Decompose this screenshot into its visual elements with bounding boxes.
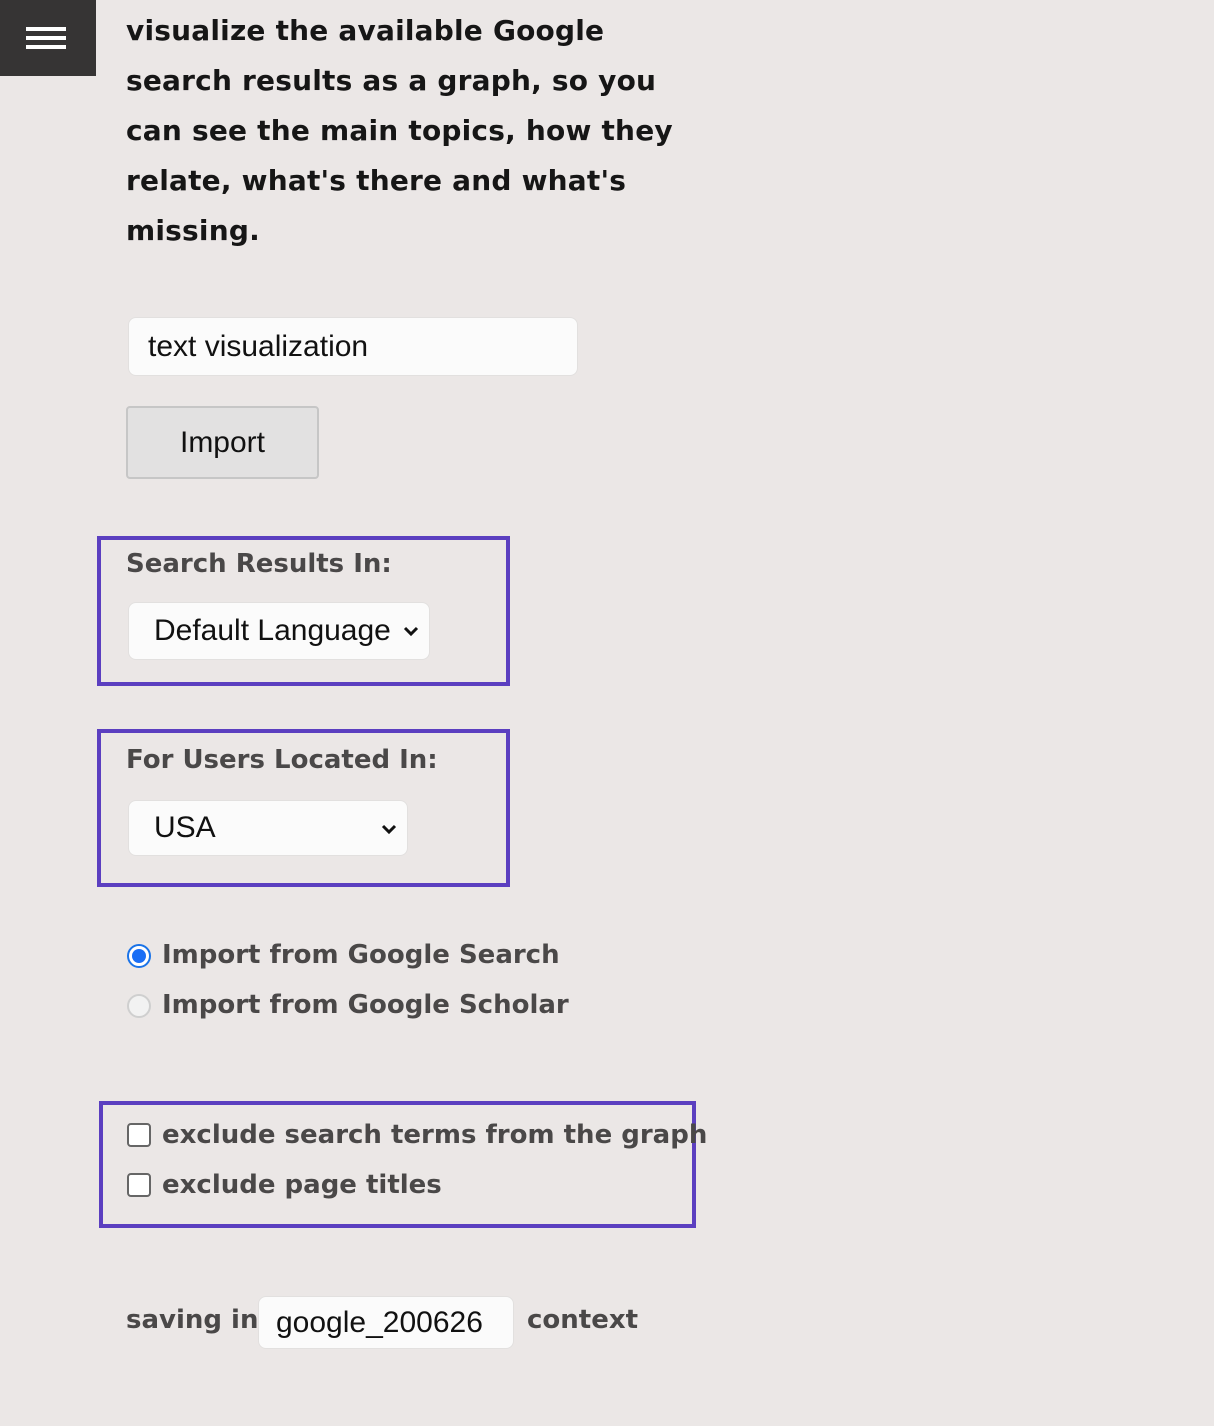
radio-google-scholar[interactable]: [127, 994, 151, 1018]
description-line: can see the main topics, how they: [126, 114, 673, 147]
description-line: missing.: [126, 214, 260, 247]
description-line: visualize the available Google: [126, 14, 605, 47]
hamburger-menu-icon-bar: [26, 36, 66, 40]
exclude-page-titles-label[interactable]: exclude page titles: [162, 1170, 442, 1200]
exclude-search-terms-label[interactable]: exclude search terms from the graph: [162, 1120, 708, 1150]
language-select[interactable]: [128, 602, 430, 660]
import-button[interactable]: Import: [126, 406, 319, 479]
language-label: Search Results In:: [126, 549, 392, 579]
saving-suffix: context: [527, 1305, 639, 1335]
hamburger-menu-icon: [26, 27, 66, 31]
radio-google-search[interactable]: [127, 944, 151, 968]
description-line: search results as a graph, so you: [126, 64, 657, 97]
radio-google-scholar-label[interactable]: Import from Google Scholar: [162, 990, 569, 1020]
search-query-input[interactable]: text visualization: [128, 317, 578, 376]
location-label: For Users Located In:: [126, 745, 438, 775]
menu-button[interactable]: [0, 0, 96, 76]
chevron-down-icon: [401, 621, 421, 641]
exclude-search-terms-checkbox[interactable]: [127, 1123, 151, 1147]
location-select[interactable]: [128, 800, 408, 856]
chevron-down-icon: [379, 819, 399, 839]
description: [126, 6, 673, 256]
description-line: relate, what's there and what's: [126, 164, 627, 197]
saving-prefix: saving in: [126, 1305, 259, 1335]
hamburger-menu-icon-bar: [26, 45, 66, 49]
language-selected: Default Language: [154, 614, 391, 647]
context-name-input[interactable]: google_200626: [258, 1296, 514, 1349]
exclude-page-titles-checkbox[interactable]: [127, 1173, 151, 1197]
location-selected: USA: [154, 811, 216, 844]
radio-google-search-label[interactable]: Import from Google Search: [162, 940, 560, 970]
